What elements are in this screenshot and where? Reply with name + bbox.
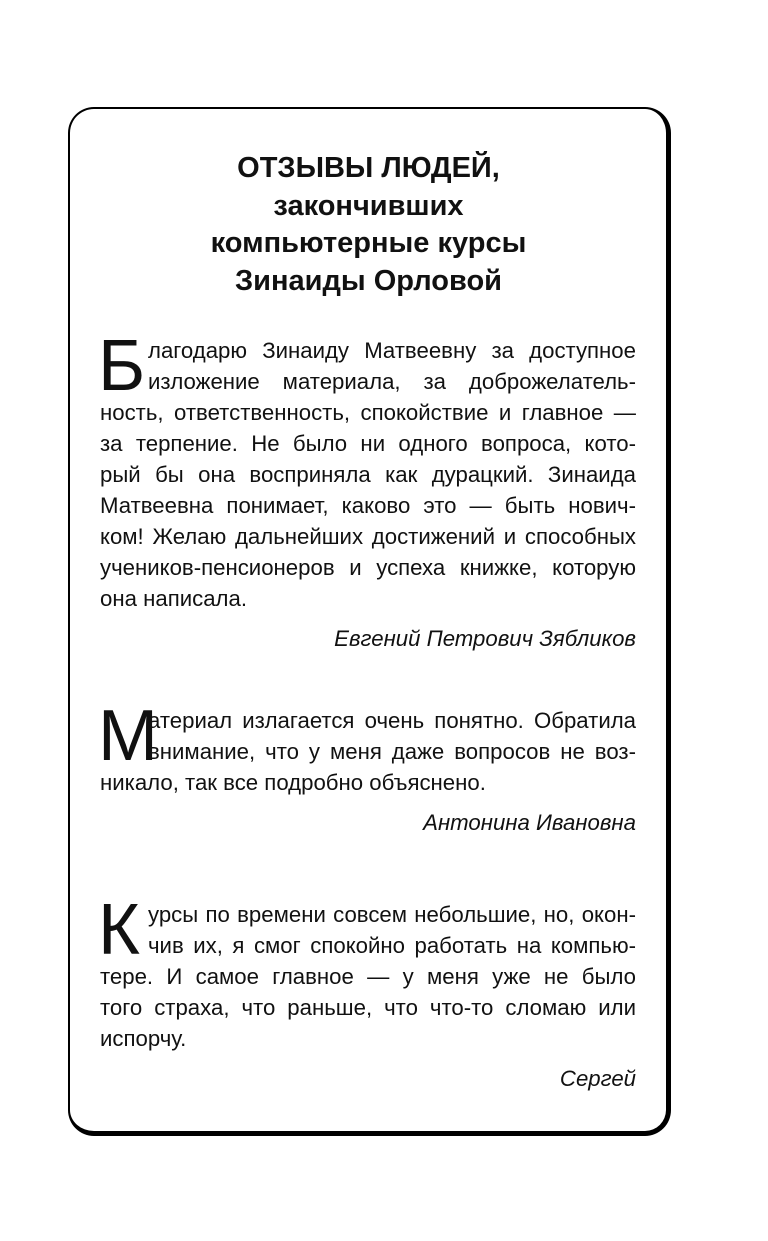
review-author: Сергей xyxy=(559,1066,636,1091)
review-line: ность, ответственность, спокойствие и главное — xyxy=(100,400,636,425)
review-line: того страха, что раньше, что что-то сломаю или xyxy=(100,995,636,1020)
review-3 xyxy=(98,890,636,1094)
title-line: ОТЗЫВЫ ЛЮДЕЙ, xyxy=(237,152,500,184)
review-line: изложение материала, за доброжелатель- xyxy=(148,369,636,394)
review-line: тере. И самое главное — у меня уже не было xyxy=(100,964,636,989)
title-line: компьютерные курсы xyxy=(210,227,527,259)
title-line: Зинаиды Орловой xyxy=(235,264,502,297)
review-line: Матвеевна понимает, каково это — быть нович- xyxy=(100,493,636,518)
drop-cap: Б xyxy=(98,326,146,406)
review-line: никало, так все подробно объяснено. xyxy=(100,770,486,795)
review-author: Антонина Ивановна xyxy=(423,810,636,835)
review-line: внимание, что у меня даже вопросов не воз- xyxy=(148,739,636,764)
drop-cap: К xyxy=(98,890,140,970)
review-line: она написала. xyxy=(100,586,247,611)
review-author: Евгений Петрович Зябликов xyxy=(334,626,636,651)
review-line: атериал излагается очень понятно. Обратила xyxy=(148,708,636,733)
review-line: ком! Желаю дальнейших достижений и способных xyxy=(100,524,636,549)
page-title xyxy=(70,150,667,300)
review-2 xyxy=(98,696,636,838)
review-line: учеников-пенсионеров и успеха книжке, которую xyxy=(100,555,636,580)
review-line: испорчу. xyxy=(100,1026,187,1051)
review-1 xyxy=(98,326,636,654)
review-line: лагодарю Зинаиду Матвеевну за доступное xyxy=(148,338,636,363)
review-line: урсы по времени совсем небольшие, но, окон- xyxy=(148,902,636,927)
drop-cap: М xyxy=(98,696,158,776)
title-line: закончивших xyxy=(273,189,464,222)
review-line: чив их, я смог спокойно работать на компью- xyxy=(148,933,636,958)
review-line: за терпение. Не было ни одного вопроса, кото- xyxy=(100,431,636,456)
review-line: рый бы она восприняла как дурацкий. Зинаида xyxy=(100,462,636,487)
